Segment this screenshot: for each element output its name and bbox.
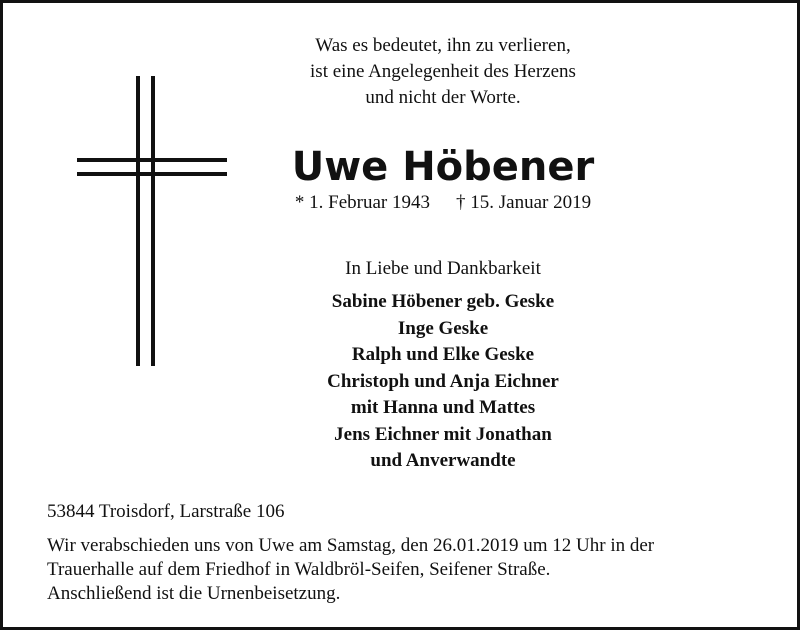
mourners-list bbox=[243, 289, 643, 475]
mourner-entry: Jens Eichner mit Jonathan bbox=[334, 423, 552, 445]
birth-date: * 1. Februar 1943 bbox=[294, 192, 430, 213]
funeral-notice bbox=[47, 534, 767, 606]
mourner-entry: mit Hanna und Mattes bbox=[350, 397, 536, 418]
cross-icon bbox=[77, 76, 227, 368]
mourner-entry: Sabine Höbener geb. Geske bbox=[331, 291, 555, 312]
family-address: 53844 Troisdorf, Larstraße 106 bbox=[47, 501, 285, 522]
cross-horizontal-line bbox=[77, 158, 227, 162]
notice-line: Anschließend ist die Urnenbeisetzung. bbox=[47, 583, 341, 604]
notice-line: Trauerhalle auf dem Friedhof in Waldbröl-Seifen, Seifener Straße. bbox=[47, 559, 551, 580]
mourner-entry: Inge Geske bbox=[397, 317, 489, 339]
motto-line: ist eine Angelegenheit des Herzens bbox=[310, 61, 576, 82]
cross-vertical-line bbox=[151, 76, 155, 366]
deceased-name: Uwe Höbener bbox=[291, 144, 595, 190]
motto-quote bbox=[213, 33, 673, 111]
death-date: † 15. Januar 2019 bbox=[456, 192, 592, 213]
motto-line: und nicht der Worte. bbox=[365, 87, 521, 108]
mourner-entry: Ralph und Elke Geske bbox=[351, 344, 535, 365]
closing-phrase: In Liebe und Dankbarkeit bbox=[345, 258, 541, 279]
mourner-entry: und Anverwandte bbox=[370, 450, 516, 471]
motto-line: Was es bedeutet, ihn zu verlieren, bbox=[315, 35, 571, 56]
notice-line: Wir verabschieden uns von Uwe am Samstag, den 26.01.2019 um 12 Uhr in der bbox=[47, 535, 655, 556]
life-dates bbox=[263, 191, 623, 215]
cross-horizontal-line bbox=[77, 172, 227, 176]
cross-vertical-line bbox=[136, 76, 140, 366]
mourner-entry: Christoph und Anja Eichner bbox=[327, 370, 559, 392]
